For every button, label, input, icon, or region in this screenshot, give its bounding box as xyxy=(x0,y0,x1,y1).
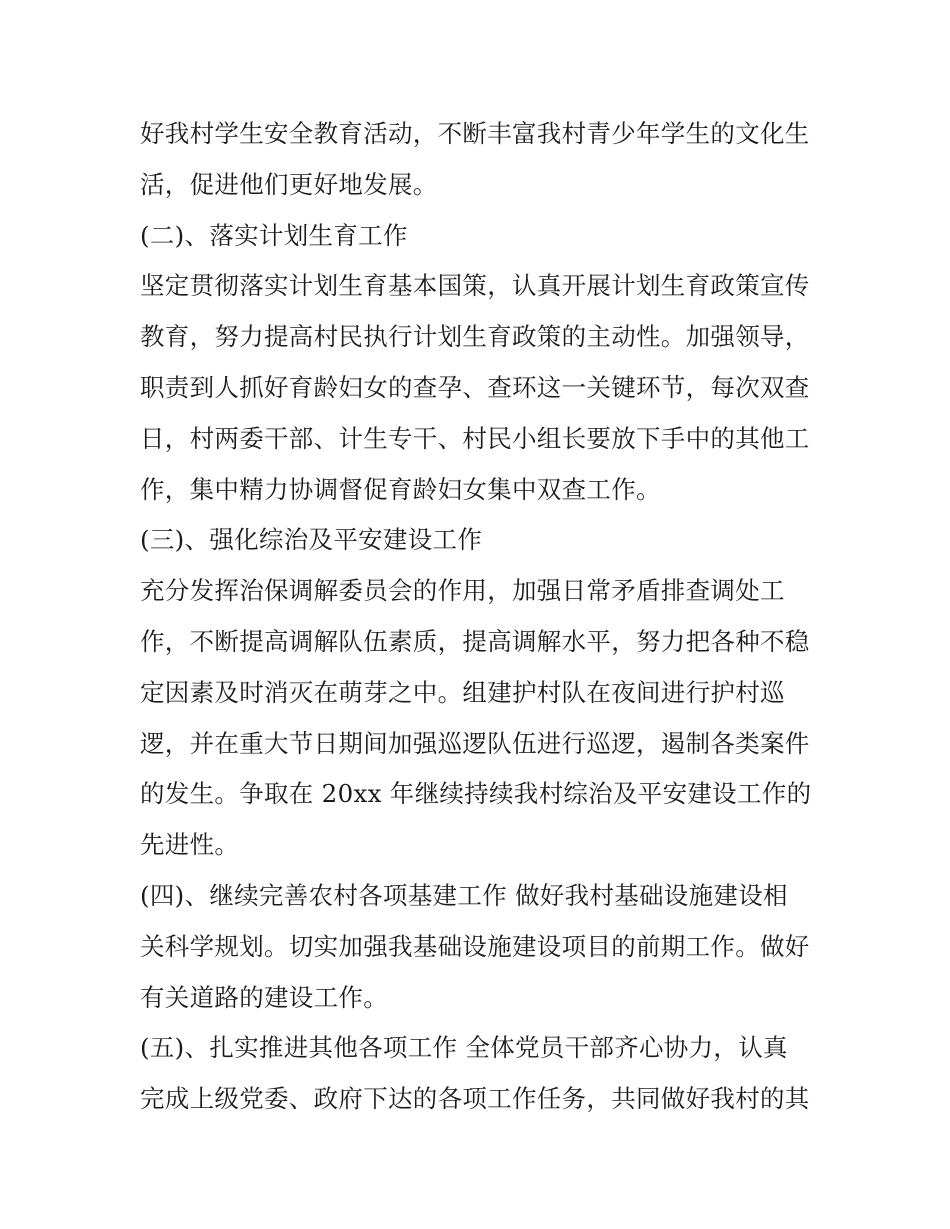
document-body xyxy=(140,109,820,1125)
text-line: 教育，努力提高村民执行计划生育政策的主动性。加强领导， xyxy=(140,322,810,352)
text-line: 作，不断提高调解队伍素质，提高调解水平，努力把各种不稳 xyxy=(140,626,810,656)
text-line: 有关道路的建设工作。 xyxy=(140,982,388,1012)
text-line: 职责到人抓好育龄妇女的查孕、查环这一关键环节，每次双查 xyxy=(140,372,810,402)
text-line: 活，促进他们更好地发展。 xyxy=(140,169,438,199)
text-line: 作，集中精力协调督促育龄妇女集中双查工作。 xyxy=(140,474,661,504)
text-line: 关科学规划。切实加强我基础设施建设项目的前期工作。做好 xyxy=(140,931,810,961)
text-line: 逻，并在重大节日期间加强巡逻队伍进行巡逻，遏制各类案件 xyxy=(140,728,810,758)
text-line: 完成上级党委、政府下达的各项工作任务，共同做好我村的其 xyxy=(140,1084,810,1114)
section-heading: (五)、扎实推进其他各项工作 全体党员干部齐心协力，认真 xyxy=(140,1033,788,1063)
section-heading: (三)、强化综治及平安建设工作 xyxy=(140,525,483,555)
text-line: 日，村两委干部、计生专干、村民小组长要放下手中的其他工 xyxy=(140,423,810,453)
text-line: 的发生。争取在 20xx 年继续持续我村综治及平安建设工作的 xyxy=(140,779,812,809)
text-line: 定因素及时消灭在萌芽之中。组建护村队在夜间进行护村巡 xyxy=(140,677,785,707)
section-heading: (二)、落实计划生育工作 xyxy=(140,220,408,250)
section-heading: (四)、继续完善农村各项基建工作 做好我村基础设施建设相 xyxy=(140,880,788,910)
text-line: 先进性。 xyxy=(140,830,240,860)
text-line: 充分发挥治保调解委员会的作用，加强日常矛盾排查调处工 xyxy=(140,576,785,606)
text-line: 坚定贯彻落实计划生育基本国策，认真开展计划生育政策宣传 xyxy=(140,271,810,301)
text-line: 好我村学生安全教育活动，不断丰富我村青少年学生的文化生 xyxy=(140,119,810,148)
